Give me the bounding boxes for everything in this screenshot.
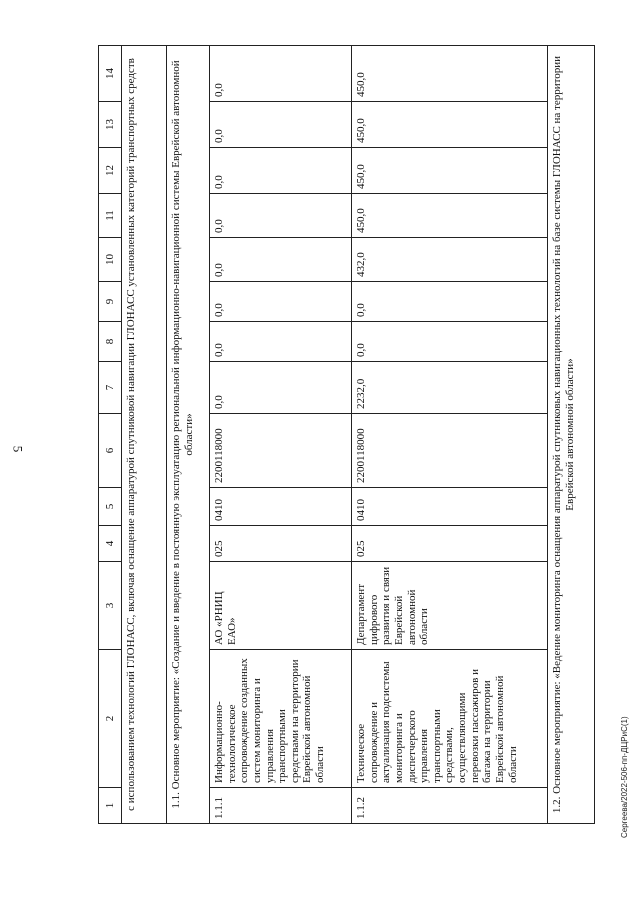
row-value: 0,0 xyxy=(210,362,352,414)
row-value: 450,0 xyxy=(352,102,548,148)
row-executor: Департамент цифрового развития и связи Еврейской автономной области xyxy=(352,562,548,650)
row-value: 0,0 xyxy=(210,148,352,194)
row-value: 0,0 xyxy=(210,322,352,362)
row-value: 0,0 xyxy=(352,282,548,322)
row-code-grbs: 025 xyxy=(210,526,352,562)
program-table-rotated xyxy=(98,55,582,824)
row-value: 450,0 xyxy=(352,148,548,194)
column-number-cell: 3 xyxy=(99,562,122,650)
column-number-cell: 7 xyxy=(99,362,122,414)
column-number-cell: 6 xyxy=(99,414,122,488)
row-value: 0,0 xyxy=(210,102,352,148)
row-code-section: 0410 xyxy=(352,488,548,526)
document-reference-note: Сергеева/2022-506-пп-ДЦРиС(1) xyxy=(620,716,629,838)
row-value: 0,0 xyxy=(210,194,352,238)
measure-1-2-row xyxy=(548,46,595,824)
row-number: 1.1.2 xyxy=(352,788,548,824)
row-name: Информационно-технологическое сопровождение созданных систем мониторинга и управления транспортными средствами на территории Еврейской автономной области xyxy=(210,650,352,788)
column-number-cell: 5 xyxy=(99,488,122,526)
table-row xyxy=(352,46,548,824)
section-title: с использованием технологий ГЛОНАСС, включая оснащение аппаратурой спутниковой навигации ГЛОНАСС установленных категорий транспортных средств xyxy=(122,46,167,824)
row-value: 450,0 xyxy=(352,194,548,238)
measure-1-2-title: 1.2. Основное мероприятие: «Ведение мониторинга оснащения аппаратурой спутниковых навигационных технологий на базе системы ГЛОНАСС на территории Еврейской автономной области» xyxy=(548,46,595,824)
row-value: 2232,0 xyxy=(352,362,548,414)
column-number-cell: 4 xyxy=(99,526,122,562)
column-number-cell: 11 xyxy=(99,194,122,238)
row-value: 0,0 xyxy=(352,322,548,362)
row-number: 1.1.1 xyxy=(210,788,352,824)
column-number-cell: 12 xyxy=(99,148,122,194)
row-value: 0,0 xyxy=(210,282,352,322)
column-number-cell: 8 xyxy=(99,322,122,362)
column-number-cell: 1 xyxy=(99,788,122,824)
row-value: 432,0 xyxy=(352,238,548,282)
column-number-cell: 14 xyxy=(99,46,122,102)
page-number: 5 xyxy=(10,445,26,453)
row-code-target: 2200118000 xyxy=(210,414,352,488)
row-code-grbs: 025 xyxy=(352,526,548,562)
row-value: 0,0 xyxy=(210,238,352,282)
section-title-row xyxy=(122,46,167,824)
column-number-header-row xyxy=(99,46,122,824)
program-table xyxy=(98,45,595,824)
table-row xyxy=(210,46,352,824)
column-number-cell: 2 xyxy=(99,650,122,788)
row-code-section: 0410 xyxy=(210,488,352,526)
measure-1-1-row xyxy=(167,46,210,824)
row-value: 0,0 xyxy=(210,46,352,102)
row-value: 450,0 xyxy=(352,46,548,102)
column-number-cell: 13 xyxy=(99,102,122,148)
column-number-cell: 10 xyxy=(99,238,122,282)
column-number-cell: 9 xyxy=(99,282,122,322)
row-executor: АО «РНИЦ ЕАО» xyxy=(210,562,352,650)
measure-1-1-title: 1.1. Основное мероприятие: «Создание и введение в постоянную эксплуатацию региональной информационно-навигационной системы Еврейской автономной области» xyxy=(167,46,210,824)
row-name: Техническое сопровождение и актуализация подсистемы мониторинга и диспетчерского управления транспортными средствами, осуществляющими перевозки пассажиров и багажа на территории Еврейской автономной области xyxy=(352,650,548,788)
row-code-target: 2200118000 xyxy=(352,414,548,488)
